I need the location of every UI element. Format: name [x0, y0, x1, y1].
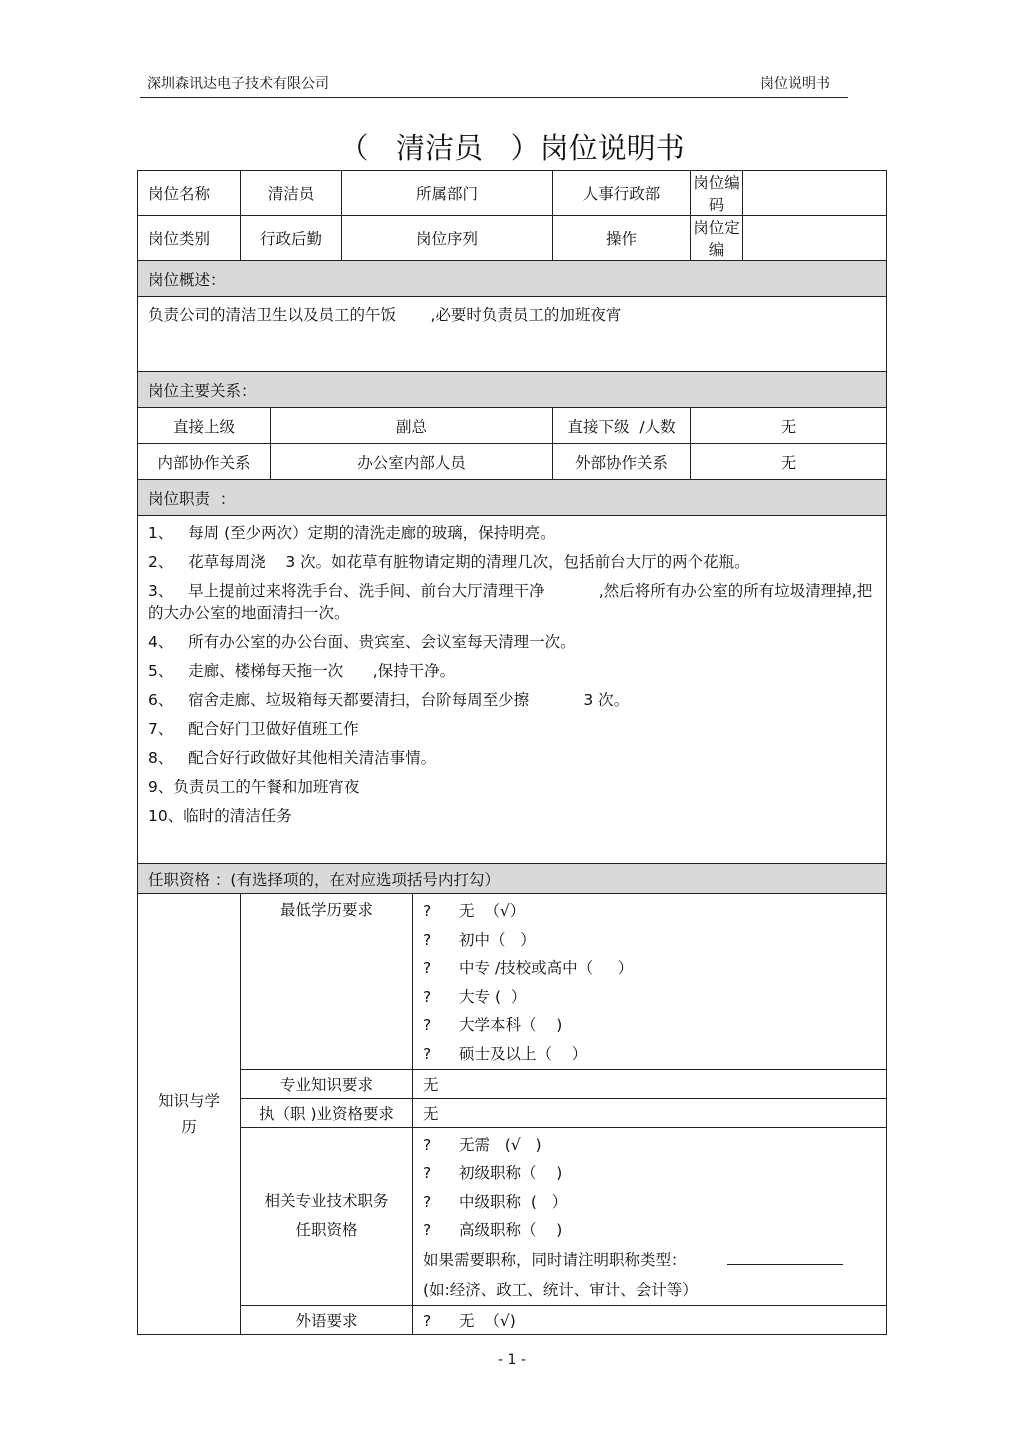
tech-title-option: ? 中级职称 ( ）: [413, 1188, 886, 1217]
professional-value: 无: [413, 1069, 887, 1098]
overview-row: [138, 297, 887, 372]
duties-label: 岗位职责 ：: [138, 480, 887, 516]
tech-title-label-line1: 相关专业技术职务: [264, 1192, 389, 1211]
education-option: ? 中专 /技校或高中（ ）: [413, 954, 886, 983]
duty-item: 4、 所有办公室的办公台面、贵宾室、会议室每天清理一次。: [148, 633, 576, 651]
department-label: 所属部门: [342, 171, 553, 216]
overview-header-row: [138, 261, 887, 297]
duty-item: 8、 配合好行政做好其他相关清洁事情。: [148, 749, 437, 767]
superior-label: 直接上级: [138, 408, 271, 444]
duty-item: 9、负责员工的午餐和加班宵夜: [148, 778, 360, 796]
superior-value: 副总: [271, 408, 553, 444]
education-option: ? 大专 ( ）: [413, 983, 886, 1012]
tech-title-note-1: 如果需要职称，同时请注明职称类型：: [413, 1245, 886, 1275]
language-value-cell: [413, 1305, 887, 1334]
external-value: 无: [691, 444, 887, 480]
tech-title-row: [138, 1127, 887, 1305]
tech-title-option: ? 高级职称（ ): [413, 1216, 886, 1245]
header-divider: [140, 97, 848, 98]
knowledge-group-label-line2: 历: [181, 1117, 197, 1136]
title-type-blank: [727, 1250, 843, 1265]
external-label: 外部协作关系: [553, 444, 691, 480]
duty-item: 1、 每周 (至少两次）定期的清洗走廊的玻璃，保持明亮。: [148, 524, 556, 542]
tech-title-note-2: (如:经济、政工、统计、审计、会计等）: [423, 1280, 698, 1299]
qualification-label: 任职资格 ：(有选择项的，在对应选项括号内打勾）: [138, 864, 887, 894]
language-row: [138, 1305, 887, 1334]
education-option: ? 无 （√）: [413, 897, 886, 926]
bullet-icon: ?: [423, 959, 432, 978]
professional-row: [138, 1069, 887, 1098]
duty-item: 2、 花草每周浇 3 次。如花草有脏物请定期的清理几次，包括前台大厅的两个花瓶。: [148, 553, 750, 571]
basic-row-2: [138, 216, 887, 261]
education-row: [138, 894, 887, 1070]
relations-row-2: [138, 444, 887, 480]
license-value: 无: [413, 1098, 887, 1127]
post-code-label: 岗位编码: [691, 171, 743, 216]
document-name: 岗位说明书: [760, 76, 830, 92]
bullet-icon: ?: [423, 1192, 432, 1211]
post-name-value: 清洁员: [241, 171, 342, 216]
tech-title-options: [413, 1127, 887, 1305]
job-description-table: [137, 170, 887, 1335]
education-options: [413, 894, 887, 1070]
bullet-icon: ?: [423, 1135, 432, 1154]
bullet-icon: ?: [423, 1311, 432, 1330]
bullet-icon: ?: [423, 1044, 432, 1063]
bullet-icon: ?: [423, 1164, 432, 1183]
education-option: ? 硕士及以上（ ）: [413, 1040, 886, 1069]
tech-title-option: ? 初级职称（ ): [413, 1159, 886, 1188]
quota-label: 岗位定编: [691, 216, 743, 261]
bullet-icon: ?: [423, 902, 432, 920]
overview-label: 岗位概述：: [138, 261, 887, 297]
relations-label: 岗位主要关系：: [138, 372, 887, 408]
duty-item: 7、 配合好门卫做好值班工作: [148, 720, 359, 738]
page-number: - 1 -: [498, 1352, 526, 1368]
relations-row-1: [138, 408, 887, 444]
sequence-label: 岗位序列: [342, 216, 553, 261]
bullet-icon: ?: [423, 1221, 432, 1240]
subordinate-label: 直接下级 /人数: [553, 408, 691, 444]
category-label: 岗位类别: [138, 216, 241, 261]
relations-header-row: [138, 372, 887, 408]
department-value: 人事行政部: [553, 171, 691, 216]
education-option: ? 大学本科（ ): [413, 1011, 886, 1040]
bullet-icon: ?: [423, 1016, 432, 1035]
basic-row-1: [138, 171, 887, 216]
category-value: 行政后勤: [241, 216, 342, 261]
license-label: 执（职 )业资格要求: [241, 1098, 413, 1127]
education-option: ? 初中（ ）: [413, 926, 886, 955]
tech-title-option: ? 无需 (√ ): [413, 1131, 886, 1160]
quota-value: [743, 216, 887, 261]
internal-value: 办公室内部人员: [271, 444, 553, 480]
education-label: 最低学历要求: [241, 894, 413, 1070]
bullet-icon: ?: [423, 987, 432, 1006]
duty-item: 3、 早上提前过来将洗手台、洗手间、前台大厅清理干净 ,然后将所有办公室的所有垃圾清理掉,把的大办公室的地面清扫一次。: [148, 582, 873, 622]
duty-item: 5、 走廊、楼梯每天拖一次 ,保持干净。: [148, 662, 456, 680]
sequence-value: 操作: [553, 216, 691, 261]
knowledge-group-label: [138, 894, 241, 1335]
duty-item: 6、 宿舍走廊、垃圾箱每天都要清扫，台阶每周至少擦 3 次。: [148, 691, 630, 709]
language-value: 无 （√): [459, 1311, 516, 1330]
duty-item: 10、临时的清洁任务: [148, 807, 292, 825]
overview-text: 负责公司的清洁卫生以及员工的午饭 ,必要时负责员工的加班夜宵: [138, 297, 887, 372]
post-name-label: 岗位名称: [138, 171, 241, 216]
internal-label: 内部协作关系: [138, 444, 271, 480]
duties-row: [138, 516, 887, 864]
tech-title-label: [241, 1127, 413, 1305]
tech-title-label-line2: 任职资格: [295, 1221, 358, 1240]
qualification-header-row: [138, 864, 887, 894]
professional-label: 专业知识要求: [241, 1069, 413, 1098]
duties-list: [138, 516, 887, 864]
bullet-icon: ?: [423, 930, 432, 949]
duties-header-row: [138, 480, 887, 516]
knowledge-group-label-line1: 知识与学: [157, 1091, 220, 1110]
language-label: 外语要求: [241, 1305, 413, 1334]
post-code-value: [743, 171, 887, 216]
license-row: [138, 1098, 887, 1127]
company-name: 深圳森讯达电子技术有限公司: [147, 76, 329, 92]
subordinate-value: 无: [691, 408, 887, 444]
page-title: （ 清洁员 ）岗位说明书: [339, 131, 685, 165]
